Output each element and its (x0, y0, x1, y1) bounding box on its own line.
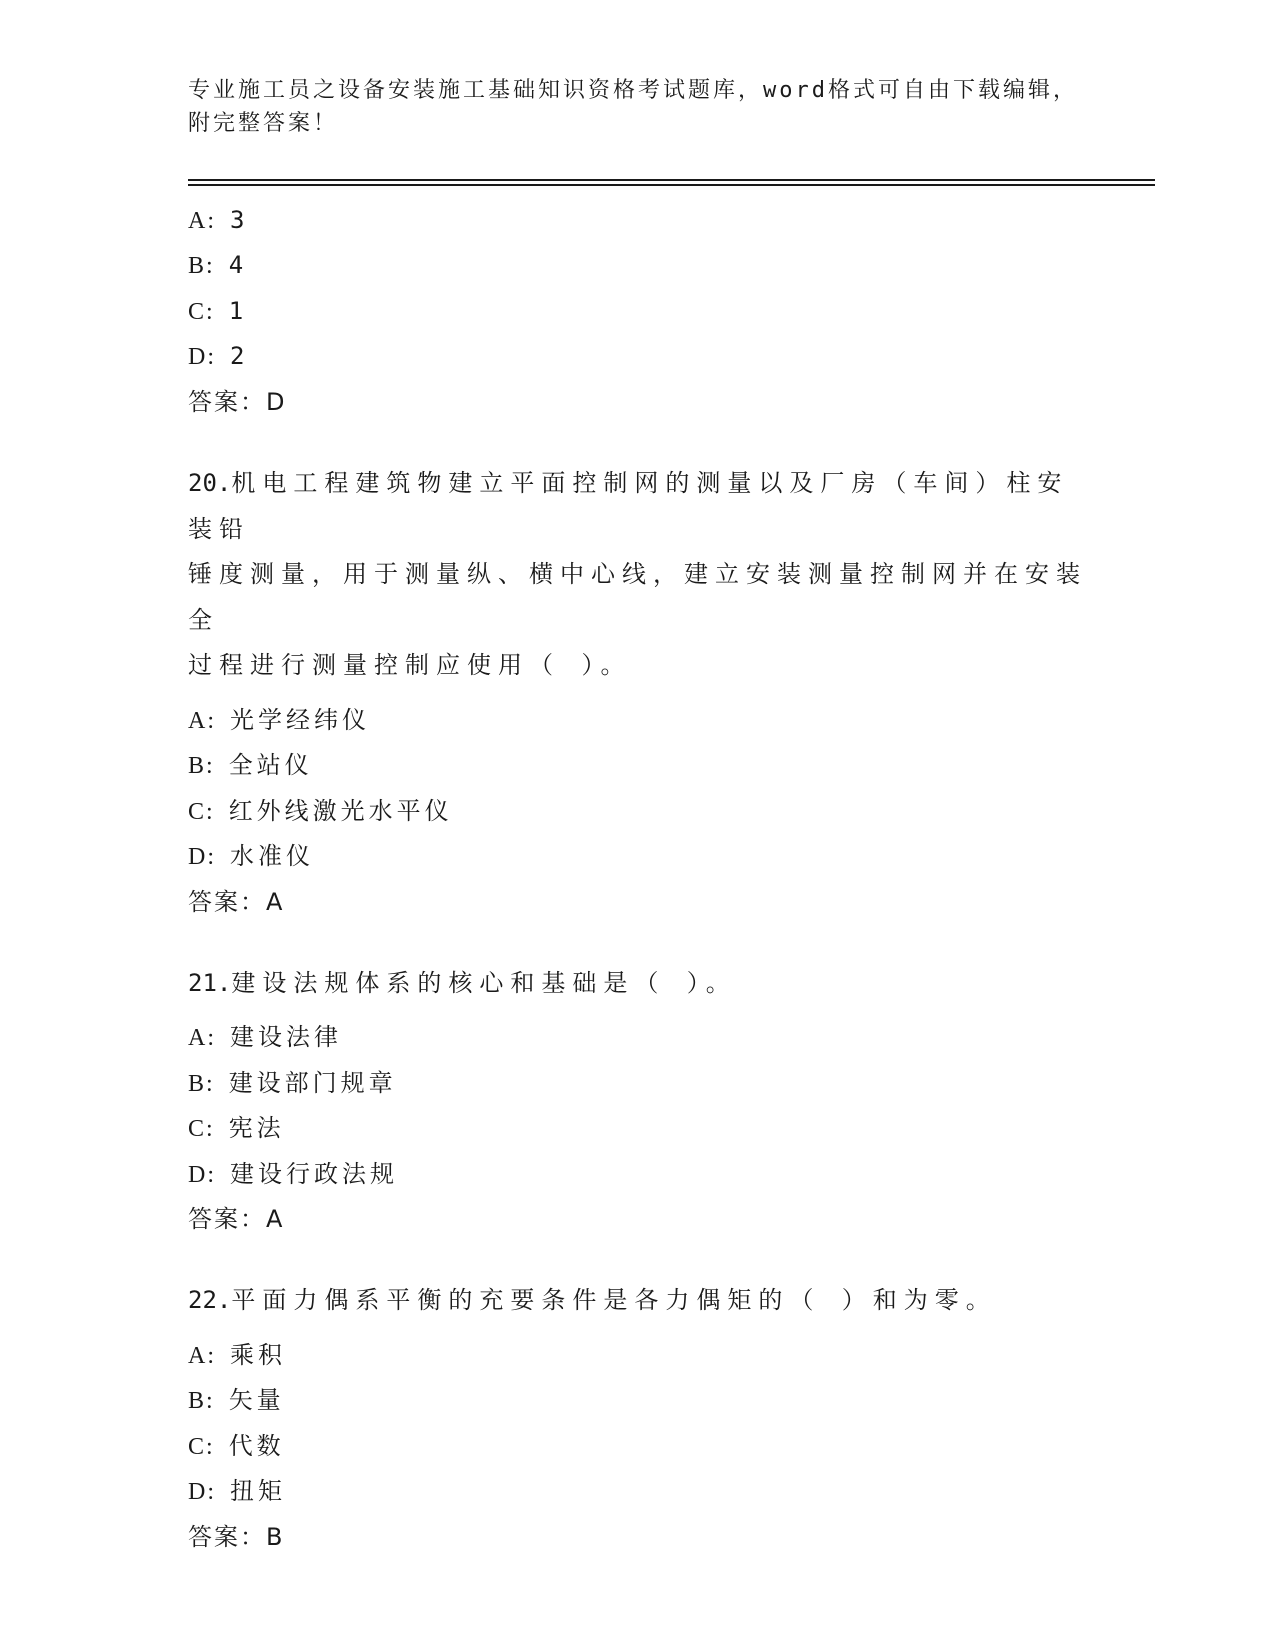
option-a (188, 1340, 1088, 1370)
question-line: 过程进行测量控制应使用（ ）。 (188, 651, 632, 680)
block-spacer (188, 1234, 1088, 1278)
option-letter: C: (188, 798, 215, 825)
option-letter: C: (188, 298, 215, 325)
header-divider-bottom (188, 184, 1155, 186)
block-spacer (188, 417, 1088, 461)
option-text: 建设法律 (230, 1023, 342, 1052)
option-text: 4 (228, 251, 248, 280)
block-spacer (188, 917, 1088, 961)
option-text: 矢量 (228, 1386, 285, 1415)
option-d (188, 841, 1088, 871)
option-text: 代数 (228, 1431, 285, 1460)
option-text: 1 (228, 296, 248, 325)
option-c (188, 1431, 1088, 1461)
option-b (188, 750, 1088, 780)
question-block-22 (188, 1278, 1088, 1552)
question-text (188, 961, 1088, 1007)
question-line: 21.建设法规体系的核心和基础是（ ）。 (188, 968, 737, 997)
option-b (188, 1068, 1088, 1098)
option-letter: C: (188, 1116, 215, 1143)
question-number: 21. (188, 968, 232, 997)
option-text: 宪法 (228, 1114, 285, 1143)
option-text: 全站仪 (228, 751, 313, 780)
option-d (188, 1159, 1088, 1189)
question-list (188, 189, 1088, 1552)
question-number: 20. (188, 468, 232, 497)
answer-line: 答案：D (188, 387, 287, 416)
option-a (188, 1022, 1088, 1052)
option-text: 水准仪 (230, 842, 314, 871)
option-letter: A: (188, 1025, 216, 1052)
option-c (188, 796, 1088, 826)
question-text (188, 1278, 1088, 1324)
question-block-20 (188, 461, 1088, 917)
question-block-21 (188, 961, 1088, 1235)
question-line: 22.平面力偶系平衡的充要条件是各力偶矩的（ ）和为零。 (188, 1286, 997, 1315)
option-c (188, 296, 1088, 326)
question-line: 20.机电工程建筑物建立平面控制网的测量以及厂房（车间）柱安装铅 (188, 468, 1069, 543)
option-a (188, 205, 1088, 235)
answer-line: 答案：B (188, 1523, 285, 1552)
option-c (188, 1113, 1088, 1143)
option-text: 红外线激光水平仪 (228, 796, 453, 825)
option-letter: D: (188, 1479, 216, 1506)
option-letter: B: (188, 1070, 215, 1097)
option-a (188, 705, 1088, 735)
answer-line: 答案：A (188, 1205, 285, 1234)
option-text: 光学经纬仪 (230, 705, 370, 734)
option-letter: D: (188, 1161, 216, 1188)
option-letter: B: (188, 1388, 215, 1415)
option-text: 乘积 (230, 1340, 286, 1369)
header-line-1: 专业施工员之设备安装施工基础知识资格考试题库，word格式可自由下载编辑， (188, 78, 1078, 103)
option-text: 2 (230, 342, 249, 371)
option-d (188, 341, 1088, 371)
option-letter: D: (188, 344, 216, 371)
question-line: 锤度测量，用于测量纵、横中心线，建立安装测量控制网并在安装全 (188, 560, 1087, 634)
option-letter: A: (188, 707, 216, 734)
option-letter: B: (188, 253, 215, 280)
option-text: 建设行政法规 (230, 1159, 398, 1188)
answer-line: 答案：A (188, 887, 285, 916)
option-b (188, 250, 1088, 280)
option-text: 3 (230, 205, 249, 234)
option-letter: A: (188, 207, 216, 234)
document-header (188, 74, 1088, 140)
question-text (188, 461, 1088, 689)
option-letter: D: (188, 844, 216, 871)
option-text: 建设部门规章 (228, 1068, 397, 1097)
option-letter: B: (188, 753, 215, 780)
header-divider-top (188, 179, 1155, 181)
option-letter: A: (188, 1342, 216, 1369)
question-number: 22. (188, 1286, 232, 1315)
option-d (188, 1476, 1088, 1506)
option-b (188, 1385, 1088, 1415)
question-block-19 (188, 205, 1088, 417)
option-text: 扭矩 (230, 1477, 286, 1506)
header-line-2: 附完整答案！ (188, 111, 339, 136)
option-letter: C: (188, 1433, 215, 1460)
